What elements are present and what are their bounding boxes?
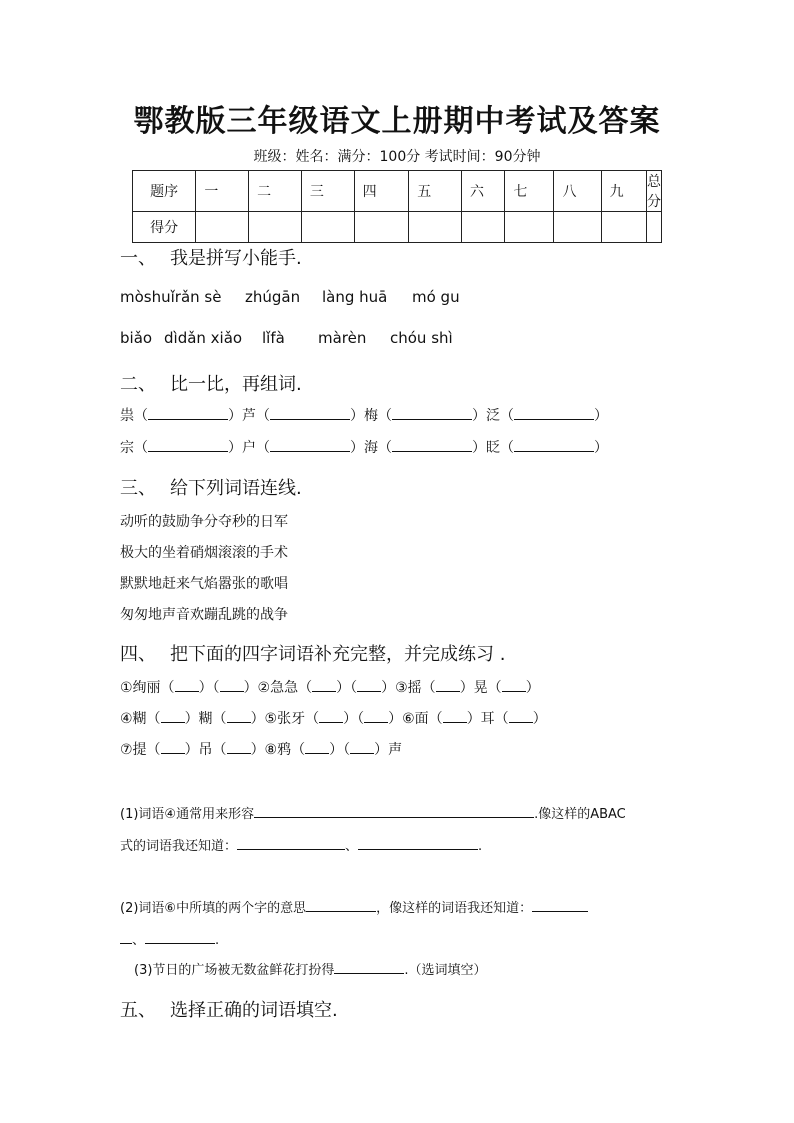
- answer-blank[interactable]: [120, 929, 132, 944]
- section-number: 五、: [120, 1000, 156, 1021]
- char: 芦: [242, 408, 256, 424]
- idiom-text: ）⑥面（: [388, 711, 443, 727]
- idiom-text: ）②急急（: [243, 680, 313, 696]
- compare-row-2: 宗（ ）户（ ）海（ ）眨（ ）: [120, 437, 608, 457]
- table-cell: 五: [409, 171, 462, 212]
- idiom-blank[interactable]: [509, 708, 533, 723]
- answer-blank[interactable]: [148, 437, 228, 452]
- table-cell: 九: [601, 171, 646, 212]
- idiom-text: ①绚丽（: [120, 680, 175, 696]
- match-line: 默默地赶来气焰嚣张的歌唱: [120, 576, 288, 592]
- table-row: [133, 212, 662, 243]
- section-number: 一、: [120, 248, 156, 269]
- section-title: 选择正确的词语填空.: [170, 1000, 338, 1021]
- question-text: 式的词语我还知道：: [120, 839, 238, 854]
- idiom-blank[interactable]: [227, 739, 251, 754]
- idiom-text: ）: [532, 711, 547, 727]
- question-text: .像这样的ABAC: [534, 807, 626, 822]
- score-cell[interactable]: [354, 212, 409, 243]
- idiom-blank[interactable]: [443, 708, 467, 723]
- idiom-blank[interactable]: [350, 739, 374, 754]
- idiom-text: ）: [525, 680, 540, 696]
- idiom-blank[interactable]: [161, 708, 185, 723]
- score-cell[interactable]: [249, 212, 302, 243]
- answer-blank[interactable]: [358, 835, 478, 850]
- idiom-text: ）（: [198, 680, 220, 696]
- idiom-blank[interactable]: [502, 677, 526, 692]
- answer-blank[interactable]: [237, 835, 345, 850]
- idiom-text: ）⑧鸦（: [250, 742, 306, 758]
- char: 泛: [486, 408, 500, 424]
- section-title: 给下列词语连线.: [170, 478, 302, 499]
- answer-blank[interactable]: [334, 959, 404, 974]
- section-title: 比一比，再组词.: [170, 374, 302, 395]
- idiom-blank[interactable]: [161, 739, 185, 754]
- idiom-text: ）吊（: [184, 742, 227, 758]
- answer-blank[interactable]: [392, 405, 472, 420]
- pinyin-item: chóu shì: [390, 329, 453, 347]
- pinyin-item: biǎo: [120, 329, 153, 347]
- question-1-line-1: [120, 803, 626, 822]
- score-cell[interactable]: [505, 212, 554, 243]
- idiom-blank[interactable]: [364, 708, 388, 723]
- answer-blank[interactable]: [148, 405, 228, 420]
- score-cell[interactable]: [301, 212, 354, 243]
- question-3: [134, 959, 487, 978]
- table-cell: 七: [505, 171, 554, 212]
- table-cell: 一: [196, 171, 249, 212]
- section-heading-1: [120, 244, 302, 270]
- question-2-line-2: [120, 929, 219, 948]
- table-cell: 三: [301, 171, 354, 212]
- question-text: 、: [132, 933, 146, 948]
- answer-blank[interactable]: [270, 437, 350, 452]
- idiom-blank[interactable]: [312, 677, 336, 692]
- match-line: 匆匆地声音欢蹦乱跳的战争: [120, 607, 288, 623]
- pinyin-item: lǐfà: [262, 329, 285, 347]
- match-line: 极大的坐着硝烟滚滚的手术: [120, 545, 288, 561]
- char: 祟: [120, 408, 134, 424]
- question-2-line-1: [120, 897, 588, 916]
- section-number: 二、: [120, 374, 156, 395]
- idiom-text: ）糊（: [184, 711, 227, 727]
- question-text: .: [478, 839, 483, 854]
- section-number: 三、: [120, 478, 156, 499]
- pinyin-item: mòshuǐrǎn sè: [120, 288, 222, 306]
- char: 户: [242, 440, 256, 456]
- table-cell: 得分: [133, 212, 196, 243]
- question-text: .（选词填空）: [404, 963, 487, 978]
- answer-blank[interactable]: [306, 897, 376, 912]
- char: 宗: [120, 440, 134, 456]
- idiom-text: ④糊（: [120, 711, 161, 727]
- idiom-blank[interactable]: [319, 708, 343, 723]
- answer-blank[interactable]: [514, 437, 594, 452]
- idiom-text: ）晃（: [459, 680, 502, 696]
- idiom-text: ）⑤张牙（: [250, 711, 320, 727]
- answer-blank[interactable]: [145, 929, 215, 944]
- section-title: 我是拼写小能手.: [170, 248, 302, 269]
- idiom-text: ）耳（: [466, 711, 509, 727]
- question-text: (2)词语⑥中所填的两个字的意思: [120, 901, 307, 916]
- pinyin-row-2: [120, 329, 580, 349]
- page-title: 鄂教版三年级语文上册期中考试及答案: [133, 104, 661, 139]
- pinyin-item: mó gu: [412, 288, 460, 306]
- score-table: [132, 170, 662, 243]
- answer-blank[interactable]: [514, 405, 594, 420]
- char: 海: [364, 440, 378, 456]
- idiom-blank[interactable]: [227, 708, 251, 723]
- idiom-row-3: [120, 739, 402, 759]
- table-cell: 题序: [133, 171, 196, 212]
- idiom-text: ⑦提（: [120, 742, 161, 758]
- section-heading-3: [120, 474, 302, 500]
- score-cell[interactable]: [601, 212, 646, 243]
- idiom-blank[interactable]: [357, 677, 381, 692]
- pinyin-item: zhúgān: [245, 288, 301, 306]
- question-text: (1)词语④通常用来形容: [120, 807, 255, 822]
- answer-blank[interactable]: [532, 897, 588, 912]
- compare-row-1: 祟（ ）芦（ ）梅（ ）泛（ ）: [120, 405, 608, 425]
- pinyin-item: làng huā: [322, 288, 388, 306]
- char: 眨: [486, 440, 500, 456]
- idiom-text: ）（: [329, 742, 351, 758]
- idiom-blank[interactable]: [220, 677, 244, 692]
- char: 梅: [364, 408, 378, 424]
- table-cell: 八: [554, 171, 601, 212]
- question-text: 、: [345, 839, 359, 854]
- score-cell[interactable]: [196, 212, 249, 243]
- score-cell[interactable]: [647, 212, 662, 243]
- idiom-row-1: [120, 677, 540, 697]
- section-title: 把下面的四字词语补充完整，并完成练习 .: [170, 644, 506, 665]
- idiom-row-2: [120, 708, 547, 728]
- answer-blank[interactable]: [392, 437, 472, 452]
- section-heading-2: [120, 370, 302, 396]
- score-cell[interactable]: [461, 212, 504, 243]
- pinyin-item: dìdǎn xiǎo: [164, 329, 243, 347]
- table-cell: 二: [249, 171, 302, 212]
- section-heading-5: [120, 996, 338, 1022]
- idiom-text: ）③摇（: [381, 680, 436, 696]
- question-text: .: [215, 933, 220, 948]
- question-text: (3)节日的广场被无数盆鲜花打扮得: [134, 963, 335, 978]
- section-heading-4: [120, 640, 505, 666]
- pinyin-item: màrèn: [318, 329, 367, 347]
- table-cell: 四: [354, 171, 409, 212]
- match-line: 动听的鼓励争分夺秒的日军: [120, 514, 288, 530]
- idiom-text: ）（: [343, 711, 365, 727]
- idiom-blank[interactable]: [175, 677, 199, 692]
- table-cell: 六: [461, 171, 504, 212]
- idiom-blank[interactable]: [305, 739, 329, 754]
- score-cell[interactable]: [554, 212, 601, 243]
- question-text: ，像这样的词语我还知道：: [376, 901, 533, 916]
- score-cell[interactable]: [409, 212, 462, 243]
- table-row: [133, 171, 662, 212]
- answer-blank[interactable]: [254, 803, 534, 818]
- answer-blank[interactable]: [270, 405, 350, 420]
- idiom-text: ）声: [374, 742, 403, 758]
- exam-info-line: 班级：姓名：满分：100分 考试时间：90分钟: [253, 149, 541, 165]
- idiom-text: ）（: [336, 680, 358, 696]
- section-number: 四、: [120, 644, 156, 665]
- idiom-blank[interactable]: [436, 677, 460, 692]
- table-cell: 总分: [647, 171, 662, 212]
- question-1-line-2: [120, 835, 482, 854]
- pinyin-row-1: [120, 288, 580, 308]
